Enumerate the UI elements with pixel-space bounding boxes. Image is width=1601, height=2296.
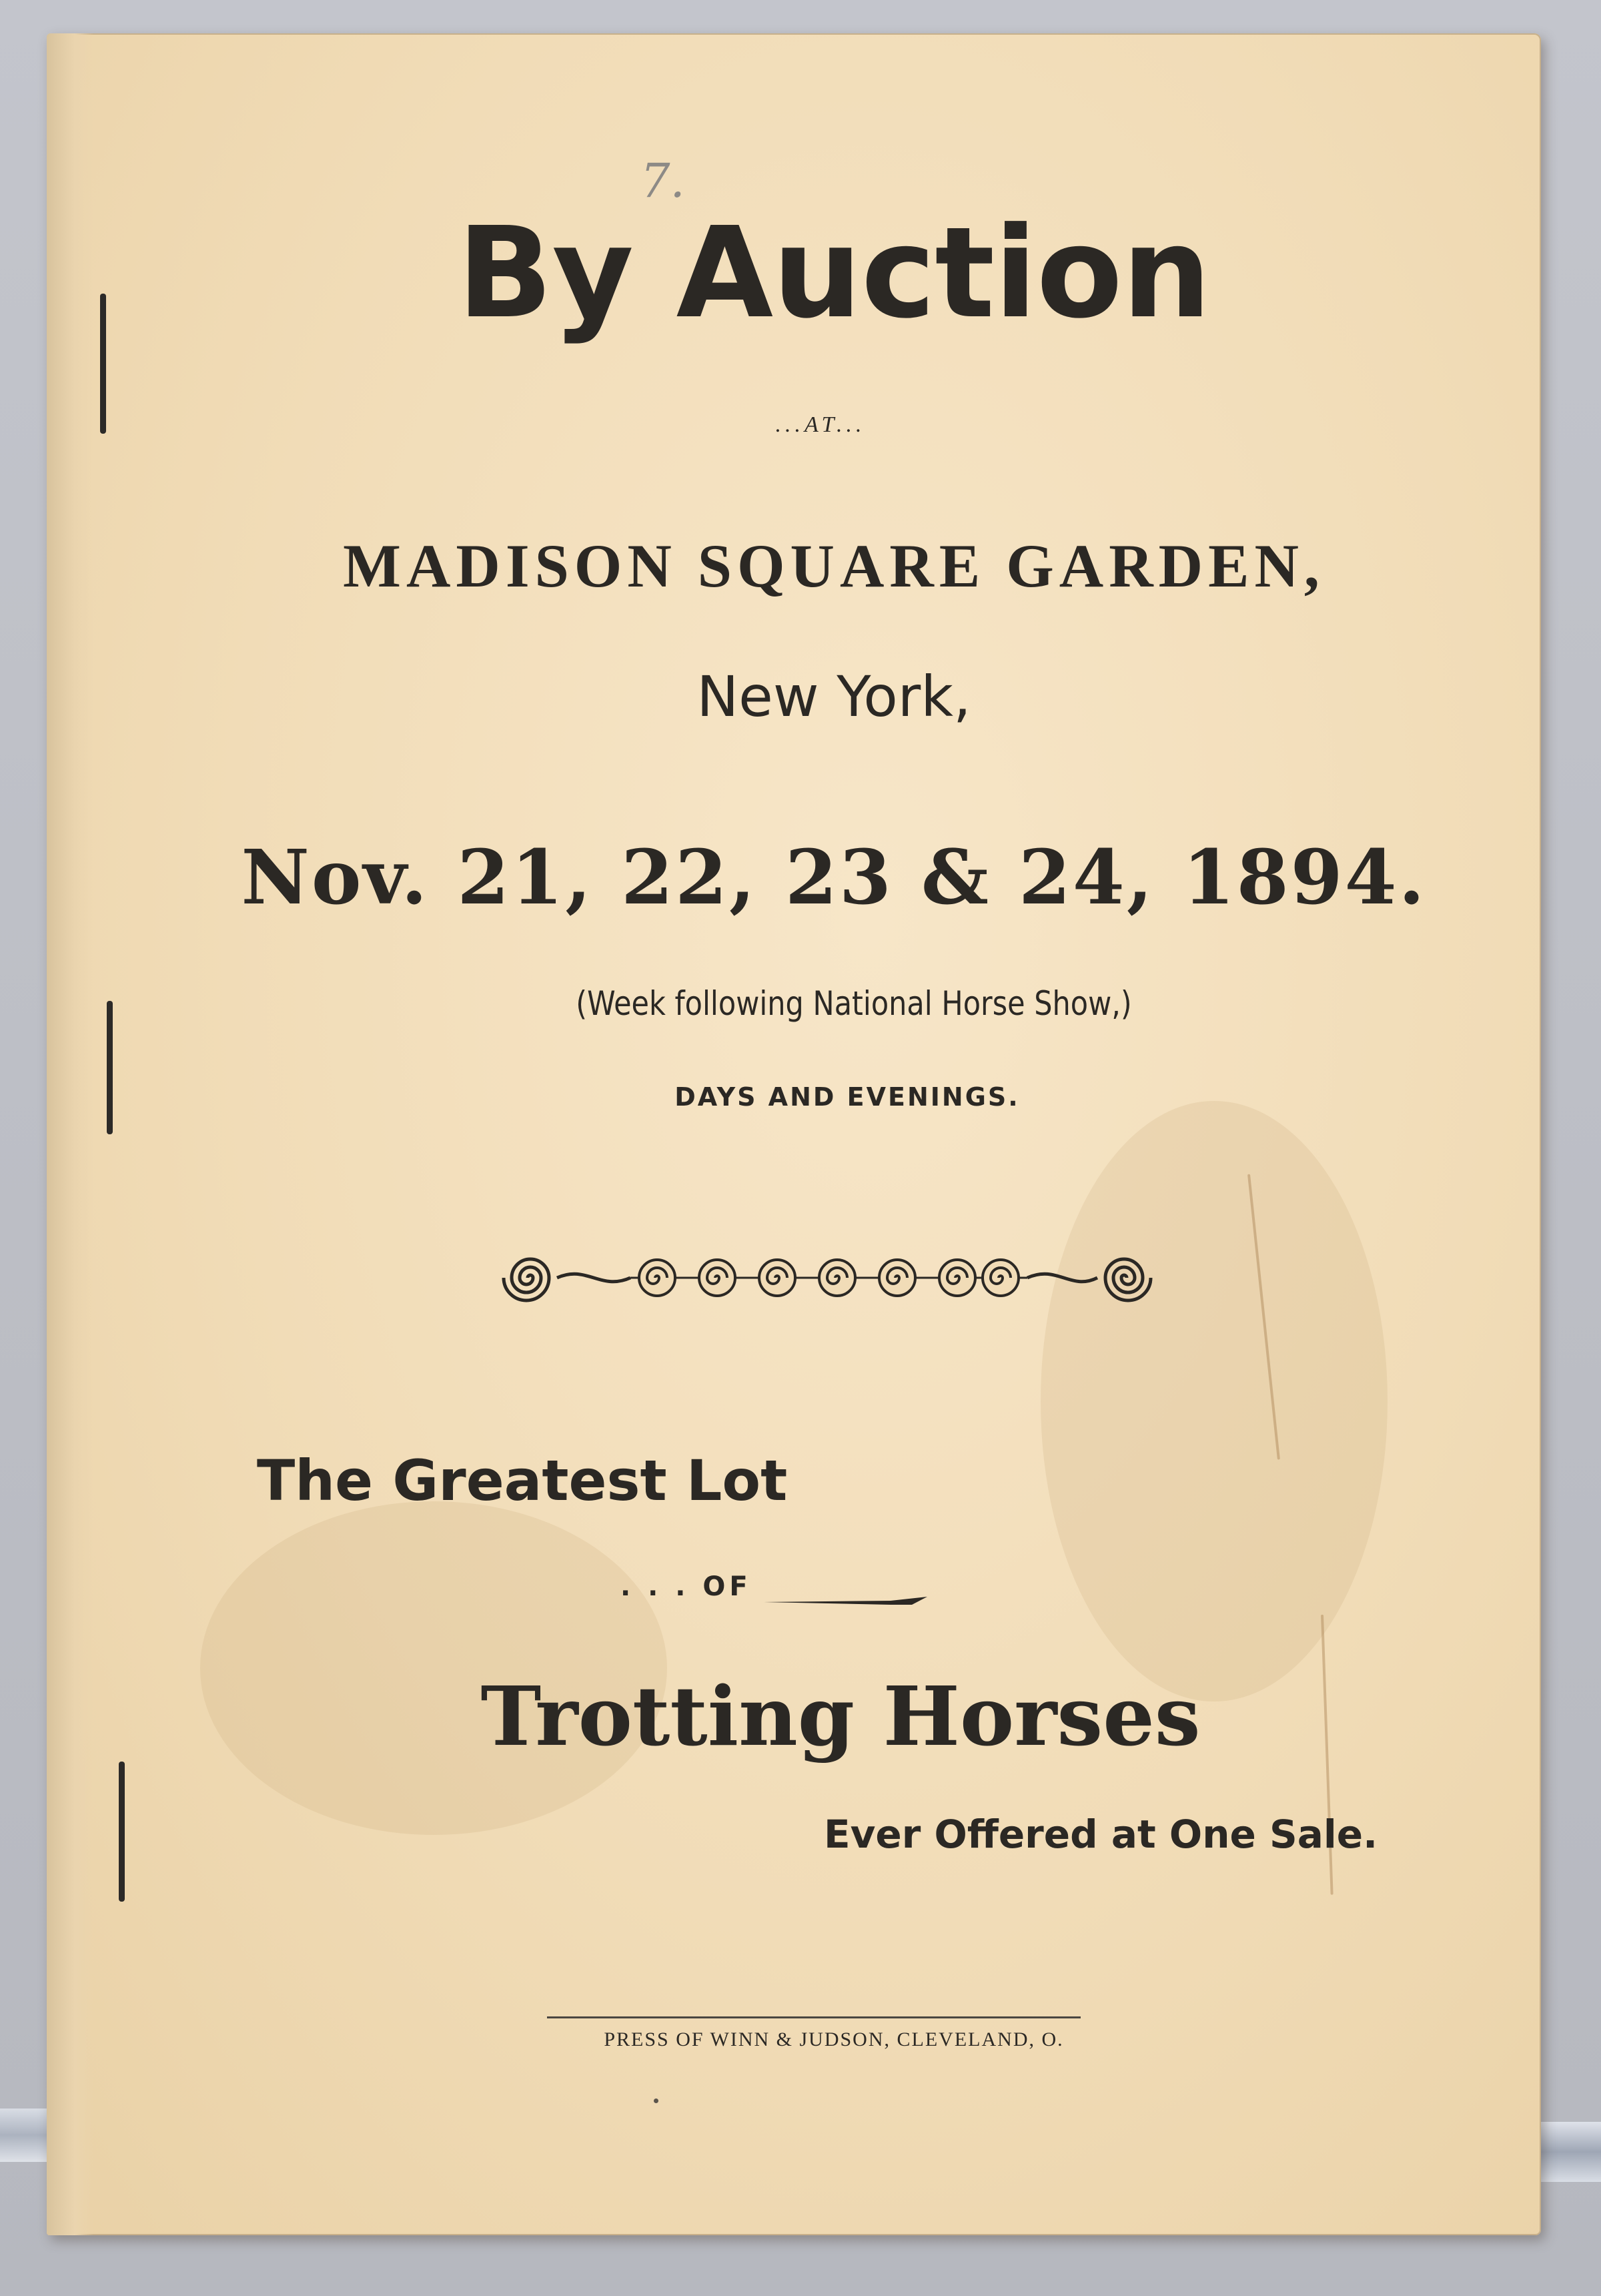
pamphlet-spine	[47, 33, 93, 2235]
auction-title: By Auction	[457, 200, 1211, 346]
venue-name: MADISON SQUARE GARDEN,	[343, 532, 1325, 600]
trotting-horses-line: Trotting Horses	[480, 1668, 1201, 1764]
tapered-rule	[764, 1591, 931, 1611]
greatest-lot-line: The Greatest Lot	[257, 1448, 788, 1513]
press-imprint: PRESS OF WINN & JUDSON, CLEVELAND, O.	[604, 2028, 1064, 2050]
auction-dates: Nov. 21, 22, 23 & 24, 1894.	[241, 834, 1427, 921]
ever-offered-line: Ever Offered at One Sale.	[824, 1812, 1378, 1857]
ink-speck	[654, 2098, 658, 2103]
press-rule	[547, 2016, 1081, 2018]
binding-stitch-middle	[107, 1001, 113, 1134]
binding-stitch-bottom	[119, 1762, 125, 1902]
spiral-scroll-ornament	[494, 1238, 1161, 1318]
at-line: ...AT...	[775, 412, 866, 437]
days-line: DAYS AND EVENINGS.	[674, 1082, 1020, 1112]
city-name: New York,	[696, 664, 971, 729]
pencil-mark: 7.	[640, 153, 685, 208]
week-note: (Week following National Horse Show,)	[576, 984, 1132, 1023]
of-line: . . . OF	[620, 1571, 752, 1602]
